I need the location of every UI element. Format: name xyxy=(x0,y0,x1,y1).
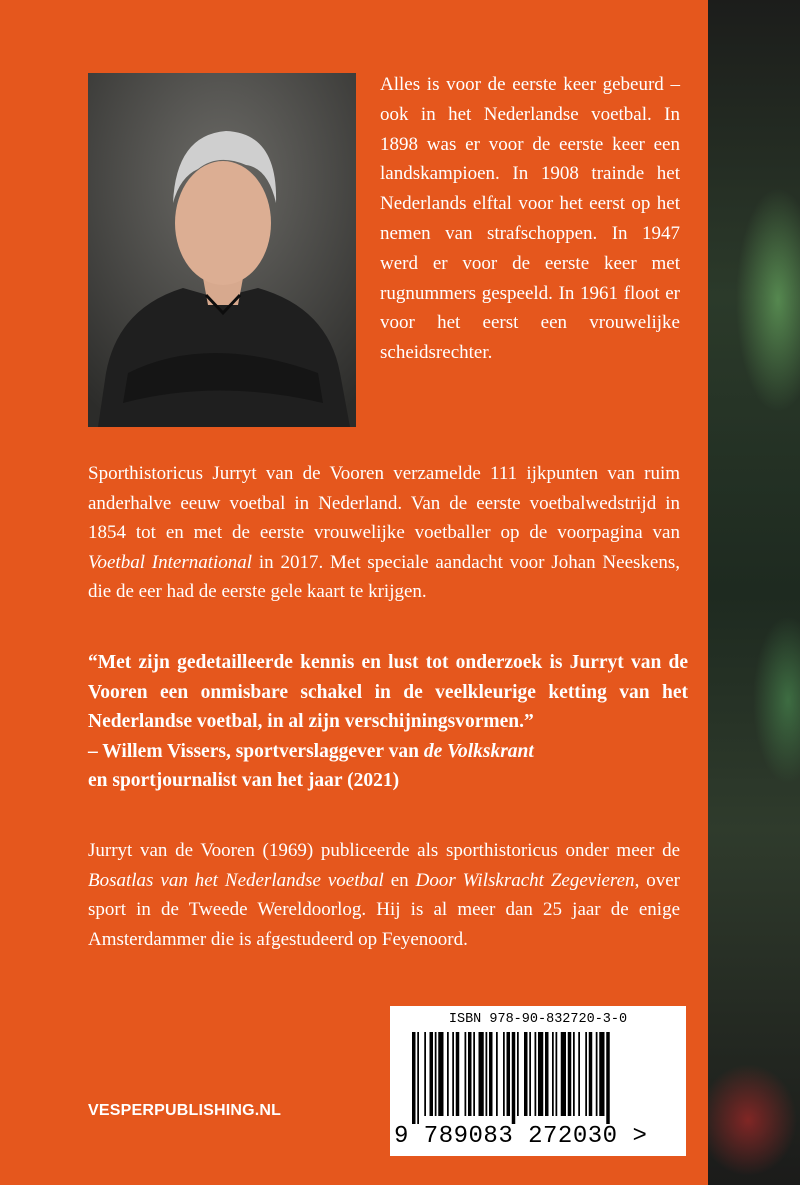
barcode-bar xyxy=(524,1032,528,1116)
barcode-bar xyxy=(535,1032,537,1116)
bio-text-end: , over sport in de Tweede Wereldoorlog. Hij is al meer dan 25 jaar de enige Amsterdammer die is afgestudeerd op Feyenoord. xyxy=(88,869,681,950)
barcode-bar xyxy=(606,1032,610,1124)
barcode-bar xyxy=(589,1032,593,1116)
barcode-bar xyxy=(447,1032,449,1116)
barcode-bar xyxy=(517,1032,519,1116)
barcode-bar xyxy=(585,1032,587,1116)
barcode-bar xyxy=(545,1032,549,1116)
quote-text: “Met zijn gedetailleerde kennis en lust tot onderzoek is Jurryt van de Vooren een onmisbare schakel in de veelkleurige ketting van het Nederlandse voetbal, in al zijn verschijningsvormen.” xyxy=(88,652,688,732)
barcode-bar xyxy=(538,1032,543,1116)
barcode-bar xyxy=(596,1032,598,1116)
barcode-bar xyxy=(479,1032,484,1116)
synopsis-paragraph xyxy=(88,459,680,607)
barcode-bar xyxy=(435,1032,437,1116)
barcode-bar xyxy=(529,1032,531,1116)
bio-conjunction: en xyxy=(383,869,416,891)
barcode-bar xyxy=(568,1032,572,1116)
synopsis-text-end: in 2017. Met speciale aandacht voor Johan Neeskens, die de eer had de eerste gele kaart te krijgen. xyxy=(88,551,680,602)
publisher-url: VESPERPUBLISHING.NL xyxy=(88,1102,282,1119)
review-quote xyxy=(88,648,688,796)
barcode-bar xyxy=(424,1032,426,1116)
synopsis-text: Sporthistoricus Jurryt van de Vooren verzamelde 111 ijkpunten van ruim anderhalve eeuw voetbal in Nederland. Van de eerste voetbalwedstrijd in 1854 tot en met de eerste vrouwelijke voetballer op de voorpagina van xyxy=(88,463,680,543)
barcode-bar xyxy=(496,1032,498,1116)
barcode-bar xyxy=(465,1032,467,1116)
barcode-bar xyxy=(438,1032,443,1116)
author-bio xyxy=(88,836,680,954)
isbn-barcode xyxy=(390,1006,686,1156)
newspaper-title: de Volkskrant xyxy=(423,740,534,762)
quote-attribution xyxy=(88,741,534,762)
barcode-bar xyxy=(507,1032,511,1116)
attribution-title: en sportjournalist van het jaar (2021) xyxy=(88,770,400,791)
author-portrait xyxy=(88,73,356,427)
barcode-bar xyxy=(573,1032,575,1116)
barcode-bar xyxy=(468,1032,472,1116)
isbn-number: ISBN 978-90-832720-3-0 xyxy=(448,1012,628,1027)
author-photo xyxy=(88,73,356,427)
intro-paragraph: Alles is voor de eerste keer gebeurd – ook in het Nederlandse voetbal. In 1898 was er voor de eerste keer een landskampioen. In 1908 trainde het Nederlands elftal voor het eerst op het nemen van strafschoppen. In 1947 werd er voor de eerste keer met rugnummers gespeeld. In 1961 floot er voor het eerst een vrouwelijke scheidsrechter. xyxy=(380,74,680,364)
barcode-bar xyxy=(599,1032,604,1116)
front-cover-edge-photo xyxy=(708,0,800,1185)
barcode-bar xyxy=(503,1032,505,1116)
barcode-bar xyxy=(578,1032,580,1116)
attribution-name: – Willem Vissers, sportverslaggever van xyxy=(88,740,424,762)
barcode-bar xyxy=(486,1032,488,1116)
barcode-bar xyxy=(430,1032,434,1116)
barcode-bar xyxy=(512,1032,516,1124)
barcode-bar xyxy=(412,1032,416,1124)
barcode-bar xyxy=(561,1032,566,1116)
barcode-bar xyxy=(556,1032,558,1116)
book-title-1: Bosatlas van het Nederlandse voetbal xyxy=(88,869,384,891)
barcode-bar xyxy=(452,1032,454,1116)
book-title-2: Door Wilskracht Zegevieren xyxy=(415,869,635,891)
barcode-bar xyxy=(456,1032,460,1116)
barcode-bar xyxy=(473,1032,475,1116)
barcode-bar xyxy=(489,1032,493,1116)
bio-text: Jurryt van de Vooren (1969) publiceerde als sporthistoricus onder meer de xyxy=(88,840,680,861)
barcode-bar xyxy=(552,1032,554,1116)
barcode-bar xyxy=(417,1032,419,1124)
magazine-title: Voetbal International xyxy=(88,551,253,573)
barcode-bars xyxy=(412,1032,664,1124)
barcode-digits: 9 789083 272030 > xyxy=(394,1123,648,1150)
